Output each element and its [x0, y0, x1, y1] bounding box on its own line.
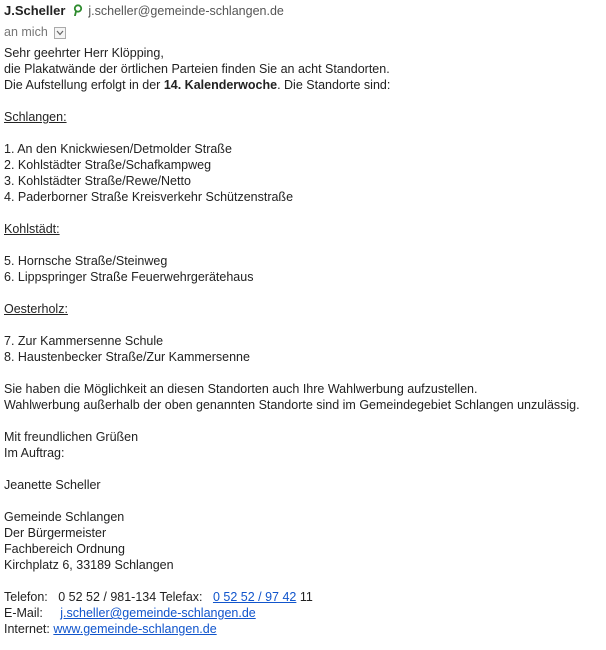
show-details-button[interactable]: [54, 27, 66, 39]
section-heading-oesterholz: Oesterholz:: [4, 302, 68, 316]
on-behalf: Im Auftrag:: [4, 446, 65, 460]
recipient-label: an mich: [4, 25, 48, 39]
org-line: Fachbereich Ordnung: [4, 542, 125, 556]
message-body: [4, 45, 604, 637]
email-row: [4, 605, 604, 621]
sender-name[interactable]: J.Scheller: [4, 3, 66, 18]
intro-line-1: die Plakatwände der örtlichen Parteien finden Sie an acht Standorten.: [4, 62, 390, 76]
website-link[interactable]: www.gemeinde-schlangen.de: [53, 622, 217, 636]
phone-row: [4, 589, 604, 605]
org-line: Kirchplatz 6, 33189 Schlangen: [4, 558, 174, 572]
web-label: Internet:: [4, 622, 50, 636]
fax-label: Telefax:: [159, 590, 203, 604]
fax-suffix: 11: [299, 590, 313, 604]
web-row: [4, 621, 604, 637]
email-link[interactable]: j.scheller@gemeinde-schlangen.de: [60, 606, 256, 620]
chevron-down-icon: [56, 30, 64, 36]
list-item: 4. Paderborner Straße Kreisverkehr Schützenstraße: [4, 190, 294, 204]
list-item: 8. Haustenbecker Straße/Zur Kammersenne: [4, 350, 250, 364]
fax-link[interactable]: 0 52 52 / 97 42: [212, 590, 297, 604]
from-row: [4, 2, 602, 20]
email-label: E-Mail:: [4, 606, 43, 620]
org-line: Gemeinde Schlangen: [4, 510, 125, 524]
sender-email: j.scheller@gemeinde-schlangen.de: [88, 4, 284, 18]
list-item: 5. Hornsche Straße/Steinweg: [4, 254, 168, 268]
list-item: 3. Kohlstädter Straße/Rewe/Netto: [4, 174, 191, 188]
closing-line-2: Wahlwerbung außerhalb der oben genannten Standorte sind im Gemeindegebiet Schlangen unzulässig.: [4, 398, 580, 412]
list-item: 6. Lippspringer Straße Feuerwehrgerätehaus: [4, 270, 254, 284]
list-item: 2. Kohlstädter Straße/Schafkampweg: [4, 158, 212, 172]
closing-line-1: Sie haben die Möglichkeit an diesen Standorten auch Ihre Wahlwerbung aufzustellen.: [4, 382, 478, 396]
intro-line-2: [4, 77, 604, 93]
intro-text-post: . Die Standorte sind:: [277, 78, 391, 92]
list-item: 7. Zur Kammersenne Schule: [4, 334, 164, 348]
list-item: 1. An den Knickwiesen/Detmolder Straße: [4, 142, 232, 156]
intro-text-pre: Die Aufstellung erfolgt in der: [4, 78, 164, 92]
greeting: Sehr geehrter Herr Klöpping,: [4, 46, 164, 60]
chat-presence-icon[interactable]: [73, 3, 83, 21]
phone-label: Telefon:: [4, 590, 48, 604]
calendar-week: 14. Kalenderwoche: [163, 78, 278, 92]
phone-value: 0 52 52 / 981-134: [58, 590, 157, 604]
section-heading-kohlstaedt: Kohlstädt:: [4, 222, 60, 236]
recipient-row: [4, 23, 602, 41]
signer-name: Jeanette Scheller: [4, 478, 101, 492]
org-line: Der Bürgermeister: [4, 526, 107, 540]
regards: Mit freundlichen Grüßen: [4, 430, 139, 444]
section-heading-schlangen: Schlangen:: [4, 110, 67, 124]
message-header: [4, 2, 602, 41]
